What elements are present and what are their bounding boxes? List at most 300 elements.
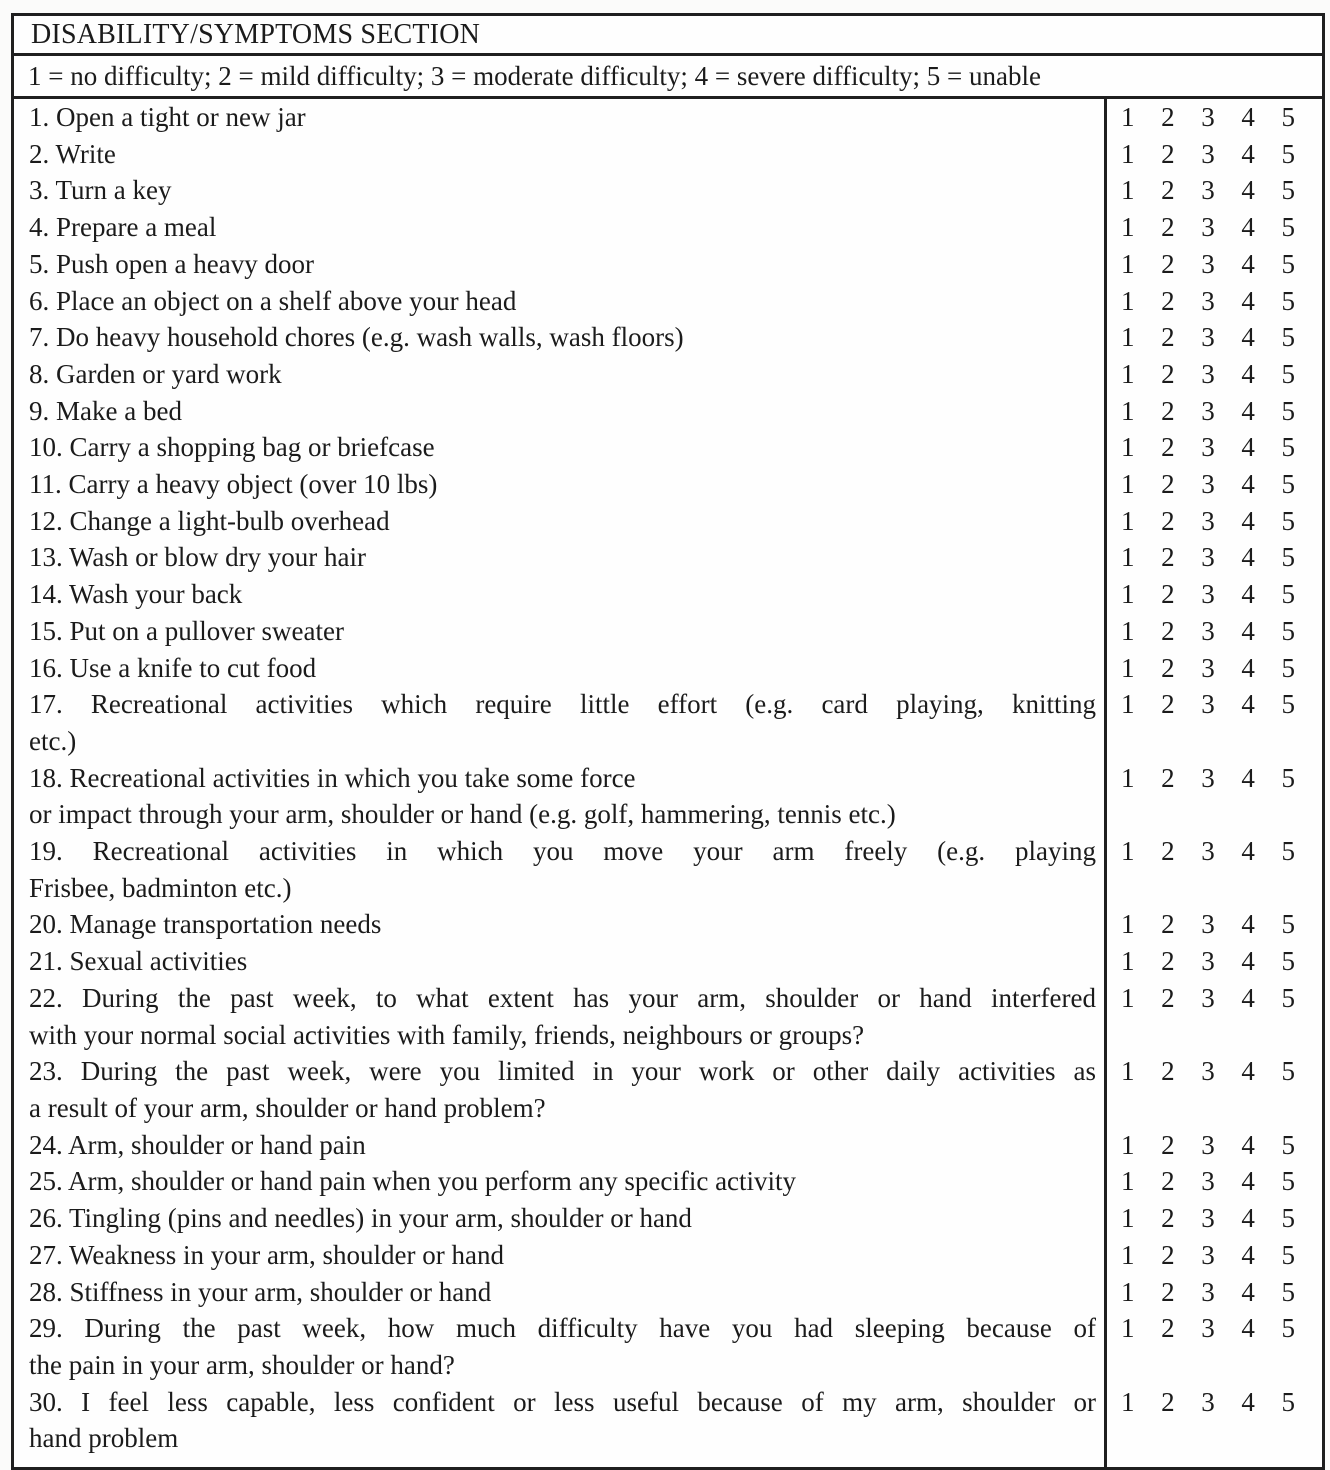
item-text-line: 26. Tingling (pins and needles) in your arm, shoulder or hand xyxy=(29,1203,692,1234)
item-text-line: or impact through your arm, shoulder or hand (e.g. golf, hammering, tennis etc.) xyxy=(29,799,896,830)
rating-option-1[interactable]: 1 xyxy=(1121,175,1135,206)
rating-option-2[interactable]: 2 xyxy=(1161,1056,1175,1087)
rating-option-1[interactable]: 1 xyxy=(1121,689,1135,720)
rating-option-2[interactable]: 2 xyxy=(1161,836,1175,867)
rating-scale xyxy=(1106,613,1324,650)
rating-option-1[interactable]: 1 xyxy=(1121,579,1135,610)
item-text xyxy=(13,760,1106,833)
rating-option-2[interactable]: 2 xyxy=(1161,285,1175,316)
rating-option-1[interactable]: 1 xyxy=(1121,1313,1135,1344)
rating-options xyxy=(1107,943,1322,980)
rating-option-3[interactable]: 3 xyxy=(1201,505,1215,536)
rating-option-1[interactable]: 1 xyxy=(1121,212,1135,243)
legend-row xyxy=(13,55,1324,98)
item-text-line: 16. Use a knife to cut food xyxy=(29,652,317,683)
item-text xyxy=(13,539,1106,576)
item-text xyxy=(13,172,1106,209)
rating-option-4[interactable]: 4 xyxy=(1241,1239,1255,1270)
rating-option-3[interactable]: 3 xyxy=(1201,358,1215,389)
rating-option-1[interactable]: 1 xyxy=(1121,1056,1135,1087)
rating-options xyxy=(1107,650,1322,687)
rating-option-2[interactable]: 2 xyxy=(1161,469,1175,500)
rating-option-1[interactable]: 1 xyxy=(1121,652,1135,683)
rating-option-5[interactable]: 5 xyxy=(1281,505,1295,536)
rating-option-4[interactable]: 4 xyxy=(1241,1276,1255,1307)
rating-option-1[interactable]: 1 xyxy=(1121,542,1135,573)
rating-option-4[interactable]: 4 xyxy=(1241,322,1255,353)
rating-option-5[interactable]: 5 xyxy=(1281,248,1295,279)
rating-option-1[interactable]: 1 xyxy=(1121,248,1135,279)
rating-options xyxy=(1107,1127,1322,1164)
item-text xyxy=(13,1053,1106,1126)
rating-options xyxy=(1107,1237,1322,1274)
item-text-line: 13. Wash or blow dry your hair xyxy=(29,542,367,573)
rating-scale xyxy=(1106,1274,1324,1311)
rating-option-3[interactable]: 3 xyxy=(1201,982,1215,1013)
rating-option-3[interactable]: 3 xyxy=(1201,909,1215,940)
rating-options xyxy=(1107,246,1322,283)
rating-option-5[interactable]: 5 xyxy=(1281,432,1295,463)
section-header-row xyxy=(13,15,1324,55)
item-text xyxy=(13,1384,1106,1469)
item-text-line: 6. Place an object on a shelf above your head xyxy=(29,285,517,316)
rating-options xyxy=(1107,209,1322,246)
rating-options xyxy=(1107,980,1322,1017)
item-text xyxy=(13,686,1106,759)
item-row xyxy=(13,686,1324,759)
rating-option-1[interactable]: 1 xyxy=(1121,909,1135,940)
rating-option-5[interactable]: 5 xyxy=(1281,469,1295,500)
item-text xyxy=(13,209,1106,246)
rating-option-5[interactable]: 5 xyxy=(1281,982,1295,1013)
rating-scale xyxy=(1106,319,1324,356)
item-text-line: 10. Carry a shopping bag or briefcase xyxy=(29,432,435,463)
rating-option-3[interactable]: 3 xyxy=(1201,762,1215,793)
rating-option-2[interactable]: 2 xyxy=(1161,652,1175,683)
item-text xyxy=(13,98,1106,136)
rating-option-3[interactable]: 3 xyxy=(1201,248,1215,279)
rating-option-5[interactable]: 5 xyxy=(1281,652,1295,683)
rating-options xyxy=(1107,686,1322,723)
item-text xyxy=(13,1127,1106,1164)
item-text xyxy=(13,906,1106,943)
rating-option-2[interactable]: 2 xyxy=(1161,322,1175,353)
rating-options xyxy=(1107,576,1322,613)
item-text-line: 11. Carry a heavy object (over 10 lbs) xyxy=(29,469,438,500)
rating-option-1[interactable]: 1 xyxy=(1121,1276,1135,1307)
rating-scale xyxy=(1106,466,1324,503)
item-text-line: 30. I feel less capable, less confident or less useful because of my arm, shoulder or xyxy=(29,1386,1096,1417)
item-text-line: 25. Arm, shoulder or hand pain when you perform any specific activity xyxy=(29,1166,797,1197)
item-row xyxy=(13,429,1324,466)
item-text-line: the pain in your arm, shoulder or hand? xyxy=(29,1349,455,1380)
rating-option-5[interactable]: 5 xyxy=(1281,689,1295,720)
rating-scale xyxy=(1106,1127,1324,1164)
rating-options xyxy=(1107,99,1322,136)
rating-option-2[interactable]: 2 xyxy=(1161,248,1175,279)
rating-scale xyxy=(1106,1163,1324,1200)
item-row xyxy=(13,539,1324,576)
rating-scale xyxy=(1106,429,1324,466)
rating-scale xyxy=(1106,1200,1324,1237)
rating-option-2[interactable]: 2 xyxy=(1161,1203,1175,1234)
rating-option-4[interactable]: 4 xyxy=(1241,762,1255,793)
item-row xyxy=(13,172,1324,209)
rating-options xyxy=(1107,539,1322,576)
rating-option-2[interactable]: 2 xyxy=(1161,212,1175,243)
rating-scale xyxy=(1106,1053,1324,1126)
rating-scale xyxy=(1106,686,1324,759)
rating-option-3[interactable]: 3 xyxy=(1201,1276,1215,1307)
item-text-line: 14. Wash your back xyxy=(29,579,243,610)
item-text-line: 23. During the past week, were you limited in your work or other daily activities as xyxy=(29,1056,1096,1087)
rating-option-1[interactable]: 1 xyxy=(1121,1129,1135,1160)
rating-options xyxy=(1107,1384,1322,1421)
rating-scale xyxy=(1106,539,1324,576)
rating-option-5[interactable]: 5 xyxy=(1281,358,1295,389)
item-row xyxy=(13,283,1324,320)
rating-option-2[interactable]: 2 xyxy=(1161,395,1175,426)
rating-option-4[interactable]: 4 xyxy=(1241,1203,1255,1234)
rating-option-5[interactable]: 5 xyxy=(1281,102,1295,132)
rating-option-4[interactable]: 4 xyxy=(1241,432,1255,463)
rating-option-4[interactable]: 4 xyxy=(1241,505,1255,536)
item-text-line: 5. Push open a heavy door xyxy=(29,248,314,279)
rating-option-2[interactable]: 2 xyxy=(1161,358,1175,389)
rating-option-1[interactable]: 1 xyxy=(1121,285,1135,316)
rating-option-4[interactable]: 4 xyxy=(1241,395,1255,426)
rating-option-4[interactable]: 4 xyxy=(1241,1386,1255,1417)
rating-option-1[interactable]: 1 xyxy=(1121,102,1135,132)
rating-option-4[interactable]: 4 xyxy=(1241,689,1255,720)
item-row xyxy=(13,1053,1324,1126)
rating-option-3[interactable]: 3 xyxy=(1201,395,1215,426)
item-text-line: 8. Garden or yard work xyxy=(29,358,282,389)
rating-option-5[interactable]: 5 xyxy=(1281,909,1295,940)
item-text-line: with your normal social activities with family, friends, neighbours or groups? xyxy=(29,1019,865,1050)
item-row xyxy=(13,503,1324,540)
rating-option-5[interactable]: 5 xyxy=(1281,1129,1295,1160)
rating-scale xyxy=(1106,980,1324,1053)
rating-scale xyxy=(1106,98,1324,136)
rating-option-2[interactable]: 2 xyxy=(1161,689,1175,720)
rating-legend: 1 = no difficulty; 2 = mild difficulty; 3 = moderate difficulty; 4 = severe difficulty; 5 = unable xyxy=(13,55,1324,98)
rating-option-3[interactable]: 3 xyxy=(1201,615,1215,646)
rating-option-3[interactable]: 3 xyxy=(1201,1386,1215,1417)
rating-scale xyxy=(1106,393,1324,430)
item-text-line: 12. Change a light-bulb overhead xyxy=(29,505,390,536)
item-text xyxy=(13,576,1106,613)
item-row xyxy=(13,1274,1324,1311)
rating-option-5[interactable]: 5 xyxy=(1281,946,1295,977)
item-text xyxy=(13,429,1106,466)
rating-option-3[interactable]: 3 xyxy=(1201,946,1215,977)
rating-options xyxy=(1107,429,1322,466)
rating-option-2[interactable]: 2 xyxy=(1161,579,1175,610)
rating-option-3[interactable]: 3 xyxy=(1201,285,1215,316)
rating-scale xyxy=(1106,576,1324,613)
rating-option-2[interactable]: 2 xyxy=(1161,1166,1175,1197)
item-row xyxy=(13,980,1324,1053)
rating-option-1[interactable]: 1 xyxy=(1121,469,1135,500)
item-text-line: 17. Recreational activities which require little effort (e.g. card playing, knitting xyxy=(29,689,1096,720)
rating-scale xyxy=(1106,833,1324,906)
item-row xyxy=(13,1237,1324,1274)
rating-option-4[interactable]: 4 xyxy=(1241,469,1255,500)
rating-option-4[interactable]: 4 xyxy=(1241,579,1255,610)
item-row xyxy=(13,466,1324,503)
rating-option-1[interactable]: 1 xyxy=(1121,322,1135,353)
rating-option-2[interactable]: 2 xyxy=(1161,138,1175,169)
rating-option-1[interactable]: 1 xyxy=(1121,505,1135,536)
item-row xyxy=(13,576,1324,613)
item-row xyxy=(13,1200,1324,1237)
rating-option-5[interactable]: 5 xyxy=(1281,762,1295,793)
item-text xyxy=(13,980,1106,1053)
item-text-line: 29. During the past week, how much difficulty have you had sleeping because of xyxy=(29,1313,1096,1344)
item-text xyxy=(13,1274,1106,1311)
rating-option-2[interactable]: 2 xyxy=(1161,1386,1175,1417)
rating-scale xyxy=(1106,906,1324,943)
item-row xyxy=(13,650,1324,687)
item-row xyxy=(13,393,1324,430)
rating-option-2[interactable]: 2 xyxy=(1161,432,1175,463)
rating-option-5[interactable]: 5 xyxy=(1281,1239,1295,1270)
rating-options xyxy=(1107,1310,1322,1347)
item-text-line: 2. Write xyxy=(29,138,116,169)
item-row xyxy=(13,613,1324,650)
rating-option-4[interactable]: 4 xyxy=(1241,175,1255,206)
rating-option-3[interactable]: 3 xyxy=(1201,1203,1215,1234)
rating-option-3[interactable]: 3 xyxy=(1201,689,1215,720)
rating-option-2[interactable]: 2 xyxy=(1161,909,1175,940)
rating-option-2[interactable]: 2 xyxy=(1161,102,1175,132)
rating-option-3[interactable]: 3 xyxy=(1201,1239,1215,1270)
rating-option-2[interactable]: 2 xyxy=(1161,1276,1175,1307)
rating-options xyxy=(1107,833,1322,870)
rating-option-1[interactable]: 1 xyxy=(1121,138,1135,169)
rating-scale xyxy=(1106,1310,1324,1383)
rating-options xyxy=(1107,1163,1322,1200)
rating-option-5[interactable]: 5 xyxy=(1281,615,1295,646)
rating-option-4[interactable]: 4 xyxy=(1241,982,1255,1013)
rating-option-3[interactable]: 3 xyxy=(1201,836,1215,867)
rating-option-4[interactable]: 4 xyxy=(1241,615,1255,646)
rating-option-4[interactable]: 4 xyxy=(1241,285,1255,316)
rating-scale xyxy=(1106,209,1324,246)
rating-options xyxy=(1107,503,1322,540)
rating-option-2[interactable]: 2 xyxy=(1161,615,1175,646)
rating-option-5[interactable]: 5 xyxy=(1281,395,1295,426)
rating-option-2[interactable]: 2 xyxy=(1161,505,1175,536)
rating-option-2[interactable]: 2 xyxy=(1161,1239,1175,1270)
rating-option-5[interactable]: 5 xyxy=(1281,1056,1295,1087)
item-text xyxy=(13,650,1106,687)
item-text xyxy=(13,136,1106,173)
rating-option-5[interactable]: 5 xyxy=(1281,542,1295,573)
item-text xyxy=(13,503,1106,540)
rating-option-2[interactable]: 2 xyxy=(1161,946,1175,977)
item-text xyxy=(13,1163,1106,1200)
rating-option-3[interactable]: 3 xyxy=(1201,469,1215,500)
rating-option-3[interactable]: 3 xyxy=(1201,175,1215,206)
item-row xyxy=(13,209,1324,246)
item-row xyxy=(13,906,1324,943)
item-text xyxy=(13,1200,1106,1237)
rating-options xyxy=(1107,136,1322,173)
rating-scale xyxy=(1106,172,1324,209)
rating-option-3[interactable]: 3 xyxy=(1201,1166,1215,1197)
item-row xyxy=(13,1127,1324,1164)
rating-options xyxy=(1107,760,1322,797)
rating-scale xyxy=(1106,283,1324,320)
item-row xyxy=(13,319,1324,356)
rating-option-3[interactable]: 3 xyxy=(1201,1129,1215,1160)
item-text xyxy=(13,833,1106,906)
items-list xyxy=(13,98,1324,1469)
item-row xyxy=(13,760,1324,833)
rating-option-3[interactable]: 3 xyxy=(1201,138,1215,169)
item-text-line: a result of your arm, shoulder or hand problem? xyxy=(29,1092,546,1123)
rating-option-5[interactable]: 5 xyxy=(1281,138,1295,169)
item-text-line: 18. Recreational activities in which you take some force xyxy=(29,762,636,793)
rating-option-1[interactable]: 1 xyxy=(1121,1203,1135,1234)
rating-options xyxy=(1107,1200,1322,1237)
item-text xyxy=(13,466,1106,503)
rating-option-1[interactable]: 1 xyxy=(1121,836,1135,867)
rating-options xyxy=(1107,283,1322,320)
rating-scale xyxy=(1106,136,1324,173)
rating-option-4[interactable]: 4 xyxy=(1241,358,1255,389)
rating-option-3[interactable]: 3 xyxy=(1201,1313,1215,1344)
item-text-line: 3. Turn a key xyxy=(29,175,172,206)
item-text-line: 15. Put on a pullover sweater xyxy=(29,615,344,646)
rating-option-2[interactable]: 2 xyxy=(1161,1129,1175,1160)
rating-option-5[interactable]: 5 xyxy=(1281,322,1295,353)
rating-option-5[interactable]: 5 xyxy=(1281,836,1295,867)
rating-option-1[interactable]: 1 xyxy=(1121,615,1135,646)
rating-option-1[interactable]: 1 xyxy=(1121,1239,1135,1270)
rating-option-1[interactable]: 1 xyxy=(1121,358,1135,389)
item-text xyxy=(13,356,1106,393)
rating-option-5[interactable]: 5 xyxy=(1281,1166,1295,1197)
rating-scale xyxy=(1106,1237,1324,1274)
rating-scale xyxy=(1106,356,1324,393)
rating-option-5[interactable]: 5 xyxy=(1281,579,1295,610)
rating-options xyxy=(1107,319,1322,356)
rating-option-2[interactable]: 2 xyxy=(1161,1313,1175,1344)
rating-option-1[interactable]: 1 xyxy=(1121,982,1135,1013)
rating-option-5[interactable]: 5 xyxy=(1281,1276,1295,1307)
rating-option-3[interactable]: 3 xyxy=(1201,322,1215,353)
item-text-line: 7. Do heavy household chores (e.g. wash walls, wash floors) xyxy=(29,322,684,353)
rating-options xyxy=(1107,466,1322,503)
rating-option-4[interactable]: 4 xyxy=(1241,946,1255,977)
rating-option-4[interactable]: 4 xyxy=(1241,1129,1255,1160)
rating-option-5[interactable]: 5 xyxy=(1281,1203,1295,1234)
item-text-line: 21. Sexual activities xyxy=(29,946,248,977)
rating-option-2[interactable]: 2 xyxy=(1161,982,1175,1013)
rating-option-1[interactable]: 1 xyxy=(1121,1166,1135,1197)
rating-option-1[interactable]: 1 xyxy=(1121,762,1135,793)
rating-option-3[interactable]: 3 xyxy=(1201,652,1215,683)
rating-option-3[interactable]: 3 xyxy=(1201,579,1215,610)
rating-option-1[interactable]: 1 xyxy=(1121,395,1135,426)
item-row xyxy=(13,833,1324,906)
rating-option-3[interactable]: 3 xyxy=(1201,212,1215,243)
rating-option-5[interactable]: 5 xyxy=(1281,1313,1295,1344)
rating-option-5[interactable]: 5 xyxy=(1281,212,1295,243)
item-row xyxy=(13,246,1324,283)
dash-questionnaire-table xyxy=(11,13,1325,1470)
rating-options xyxy=(1107,1274,1322,1311)
rating-options xyxy=(1107,393,1322,430)
rating-option-3[interactable]: 3 xyxy=(1201,432,1215,463)
rating-option-4[interactable]: 4 xyxy=(1241,652,1255,683)
rating-options xyxy=(1107,1053,1322,1090)
item-text xyxy=(13,1310,1106,1383)
rating-option-4[interactable]: 4 xyxy=(1241,909,1255,940)
section-title: DISABILITY/SYMPTOMS SECTION xyxy=(13,15,1324,55)
rating-option-4[interactable]: 4 xyxy=(1241,1166,1255,1197)
item-text xyxy=(13,246,1106,283)
rating-option-4[interactable]: 4 xyxy=(1241,542,1255,573)
rating-options xyxy=(1107,356,1322,393)
item-text xyxy=(13,943,1106,980)
item-row xyxy=(13,1310,1324,1383)
item-text-line: 1. Open a tight or new jar xyxy=(29,102,306,132)
rating-scale xyxy=(1106,650,1324,687)
item-row xyxy=(13,136,1324,173)
rating-option-2[interactable]: 2 xyxy=(1161,542,1175,573)
item-text-line: etc.) xyxy=(29,725,77,756)
rating-option-4[interactable]: 4 xyxy=(1241,836,1255,867)
rating-option-1[interactable]: 1 xyxy=(1121,1386,1135,1417)
rating-options xyxy=(1107,613,1322,650)
rating-option-4[interactable]: 4 xyxy=(1241,138,1255,169)
rating-option-5[interactable]: 5 xyxy=(1281,1386,1295,1417)
item-text xyxy=(13,613,1106,650)
rating-scale xyxy=(1106,760,1324,833)
item-text-line: 27. Weakness in your arm, shoulder or hand xyxy=(29,1239,504,1270)
rating-option-5[interactable]: 5 xyxy=(1281,175,1295,206)
rating-option-2[interactable]: 2 xyxy=(1161,762,1175,793)
rating-option-5[interactable]: 5 xyxy=(1281,285,1295,316)
item-row xyxy=(13,943,1324,980)
rating-option-1[interactable]: 1 xyxy=(1121,432,1135,463)
rating-option-4[interactable]: 4 xyxy=(1241,212,1255,243)
item-row xyxy=(13,98,1324,136)
item-text-line: 19. Recreational activities in which you move your arm freely (e.g. playing xyxy=(29,836,1096,867)
rating-option-1[interactable]: 1 xyxy=(1121,946,1135,977)
rating-options xyxy=(1107,172,1322,209)
rating-scale xyxy=(1106,1384,1324,1469)
rating-option-3[interactable]: 3 xyxy=(1201,542,1215,573)
item-text-line: 22. During the past week, to what extent has your arm, shoulder or hand interfered xyxy=(29,982,1096,1013)
rating-option-4[interactable]: 4 xyxy=(1241,1313,1255,1344)
rating-option-4[interactable]: 4 xyxy=(1241,102,1255,132)
item-text xyxy=(13,1237,1106,1274)
rating-option-4[interactable]: 4 xyxy=(1241,248,1255,279)
rating-option-3[interactable]: 3 xyxy=(1201,1056,1215,1087)
item-row xyxy=(13,1163,1324,1200)
rating-option-4[interactable]: 4 xyxy=(1241,1056,1255,1087)
item-text-line: 24. Arm, shoulder or hand pain xyxy=(29,1129,366,1160)
item-text-line: Frisbee, badminton etc.) xyxy=(29,872,292,903)
rating-option-2[interactable]: 2 xyxy=(1161,175,1175,206)
item-row xyxy=(13,356,1324,393)
rating-option-3[interactable]: 3 xyxy=(1201,102,1215,132)
